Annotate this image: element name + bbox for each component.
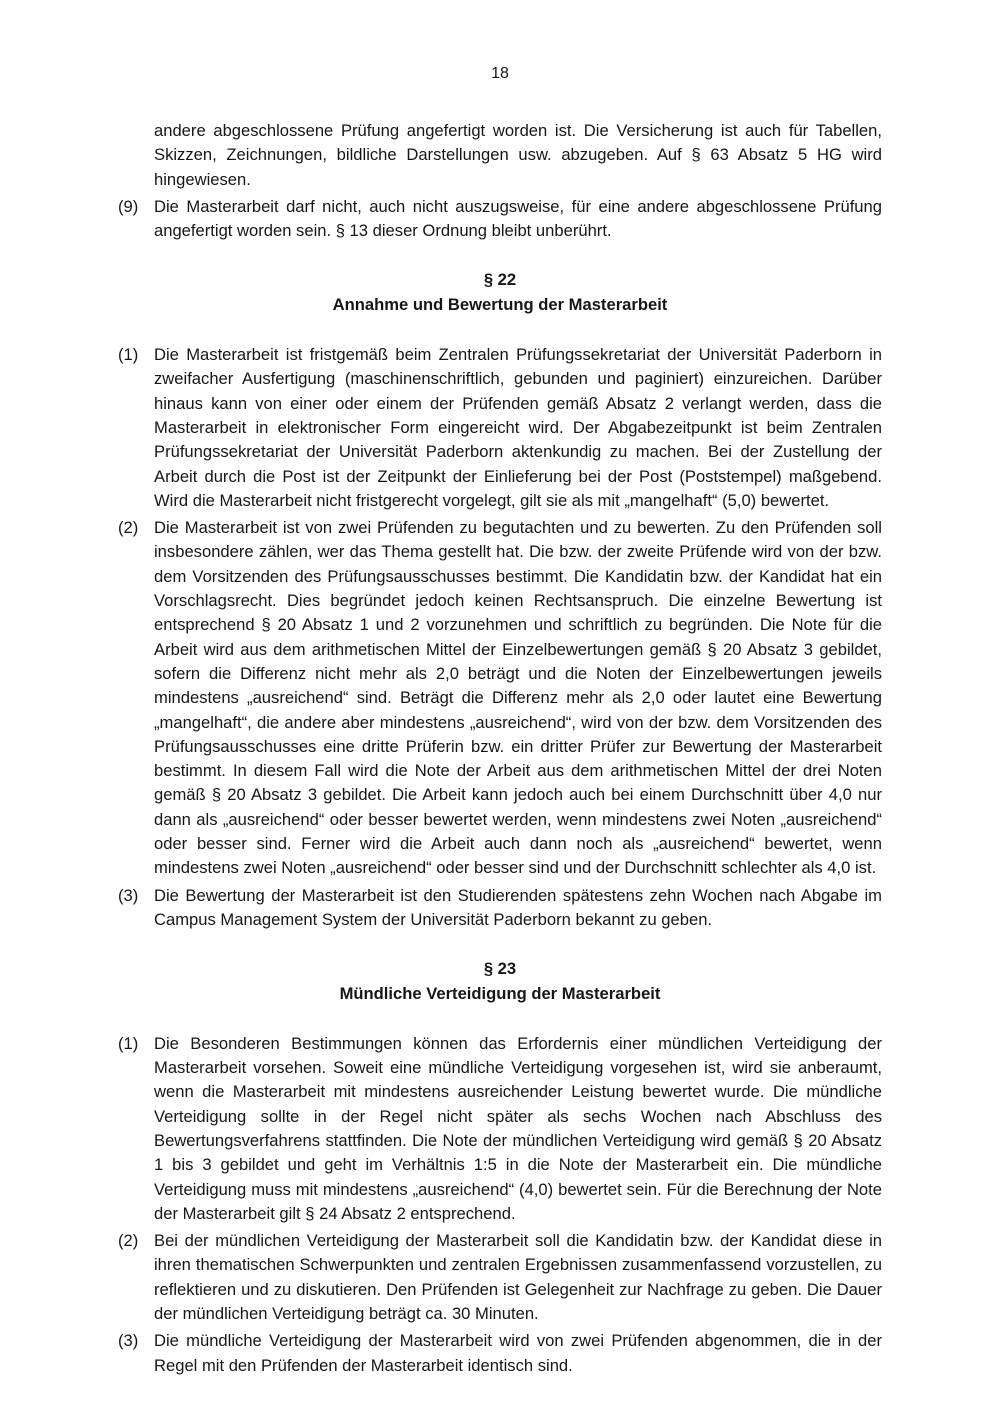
section-23-paragraph-1 [118, 1032, 882, 1226]
section-number: § 23 [483, 959, 517, 979]
page-number: 18 [491, 65, 509, 82]
paragraph-number: (1) [118, 345, 139, 365]
section-title: Annahme und Bewertung der Masterarbeit [332, 294, 668, 314]
paragraph-number: (2) [118, 518, 139, 538]
section-number: § 22 [483, 270, 517, 290]
section-23-paragraph-3 [118, 1329, 882, 1378]
paragraph-text: Die Masterarbeit ist fristgemäß beim Zentralen Prüfungssekretariat der Universität Paderborn in zweifacher Ausfertigung (maschinenschriftlich, gebunden und paginiert) einzureichen. Darüber hinaus kann von einer oder einem der Prüfenden gemäß Absatz 2 verlangt werden, dass die Masterarbeit in elektronischer Form eingereicht wird. Der Abgabezeitpunkt ist beim Zentralen Prüfungssekretariat der Universität Paderborn aktenkundig zu machen. Bei der Zustellung der Arbeit durch die Post ist der Zeitpunkt der Einlieferung bei der Post (Poststempel) maßgebend. Wird die Masterarbeit nicht fristgerecht vorgelegt, gilt sie als mit „mangelhaft“ (5,0) bewertet. [154, 345, 882, 510]
section-22-paragraph-1 [118, 343, 882, 513]
paragraph-number: (9) [118, 196, 139, 216]
paragraph-text: Die Besonderen Bestimmungen können das Erfordernis einer mündlichen Verteidigung der Masterarbeit vorsehen. Soweit eine mündliche Verteidigung vorgesehen ist, wird sie anberaumt, wenn die Masterarbeit mit mindestens ausreichender Leistung bewertet wurde. Die mündliche Verteidigung sollte in der Regel nicht später als sechs Wochen nach Abschluss des Bewertungsverfahrens stattfinden. Die Note der mündlichen Verteidigung wird gemäß § 20 Absatz 1 bis 3 gebildet und geht im Verhältnis 1:5 in die Note der Masterarbeit ein. Die mündliche Verteidigung muss mit mindestens „ausreichend“ (4,0) bewertet sein. Für die Berechnung der Note der Masterarbeit gilt § 24 Absatz 2 entsprechend. [154, 1033, 882, 1223]
section-title: Mündliche Verteidigung der Masterarbeit [339, 983, 661, 1003]
paragraph-text: Die Masterarbeit ist von zwei Prüfenden zu begutachten und zu bewerten. Zu den Prüfenden soll insbesondere zählen, wer das Thema gestellt hat. Die bzw. der zweite Prüfende wird von der bzw. dem Vorsitzenden des Prüfungsausschusses bestimmt. Die Kandidatin bzw. der Kandidat hat ein Vorschlagsrecht. Dies begründet jedoch keinen Rechtsanspruch. Die einzelne Bewertung ist entsprechend § 20 Absatz 1 und 2 vorzunehmen und schriftlich zu begründen. Die Note für die Arbeit wird aus dem arithmetischen Mittel der Einzelbewertungen gemäß § 20 Absatz 3 gebildet, sofern die Differenz nicht mehr als 2,0 beträgt und die Noten der Einzelbewertungen jeweils mindestens „ausreichend“ sind. Beträgt die Differenz mehr als 2,0 oder lautet eine Bewertung „mangelhaft“, die andere aber mindestens „ausreichend“, wird von der bzw. dem Vorsitzenden des Prüfungsausschusses eine dritte Prüferin bzw. ein dritter Prüfer zur Bewertung der Masterarbeit bestimmt. In diesem Fall wird die Note der Arbeit aus dem arithmetischen Mittel der drei Noten gemäß § 20 Absatz 3 gebildet. Die Arbeit kann jedoch auch bei einem Durchschnitt über 4,0 nur dann als „ausreichend“ oder besser bewertet werden, wenn mindestens zwei Noten „ausreichend“ oder besser sind. Ferner wird die Arbeit auch dann noch als „ausreichend“ bewertet, wenn mindestens zwei Noten „ausreichend“ oder besser sind und der Durchschnitt schlechter als 4,0 ist. [154, 518, 882, 878]
paragraph-text: andere abgeschlossene Prüfung angefertigt worden ist. Die Versicherung ist auch für Tabellen, Skizzen, Zeichnungen, bildliche Darstellungen usw. abzugeben. Auf § 63 Absatz 5 HG wird hingewiesen. [154, 121, 882, 189]
section-22-heading [118, 268, 882, 317]
section-22-paragraph-3 [118, 884, 882, 933]
paragraph-text: Bei der mündlichen Verteidigung der Masterarbeit soll die Kandidatin bzw. der Kandidat diese in ihren thematischen Schwerpunkten und zentralen Ergebnissen zusammenfassend vorzustellen, zu reflektieren und zu diskutieren. Den Prüfenden ist Gelegenheit zur Nachfrage zu geben. Die Dauer der mündlichen Verteidigung beträgt ca. 30 Minuten. [154, 1231, 882, 1324]
document-body [118, 119, 882, 1378]
paragraph-number: (3) [118, 885, 139, 905]
paragraph-text: Die mündliche Verteidigung der Masterarbeit wird von zwei Prüfenden abgenommen, die in der Regel mit den Prüfenden der Masterarbeit identisch sind. [154, 1331, 882, 1375]
paragraph-text: Die Masterarbeit darf nicht, auch nicht auszugsweise, für eine andere abgeschlossene Prüfung angefertigt worden sein. § 13 dieser Ordnung bleibt unberührt. [154, 196, 882, 241]
section-23-heading [118, 957, 882, 1006]
paragraph-9 [118, 195, 882, 244]
section-23-paragraph-2 [118, 1229, 882, 1326]
section-22-paragraph-2 [118, 516, 882, 880]
paragraph-continuation [118, 119, 882, 192]
paragraph-text: Die Bewertung der Masterarbeit ist den Studierenden spätestens zehn Wochen nach Abgabe im Campus Management System der Universität Paderborn bekannt zu geben. [154, 885, 882, 929]
paragraph-number: (1) [118, 1033, 139, 1053]
paragraph-number: (3) [118, 1331, 139, 1351]
paragraph-number: (2) [118, 1231, 139, 1251]
